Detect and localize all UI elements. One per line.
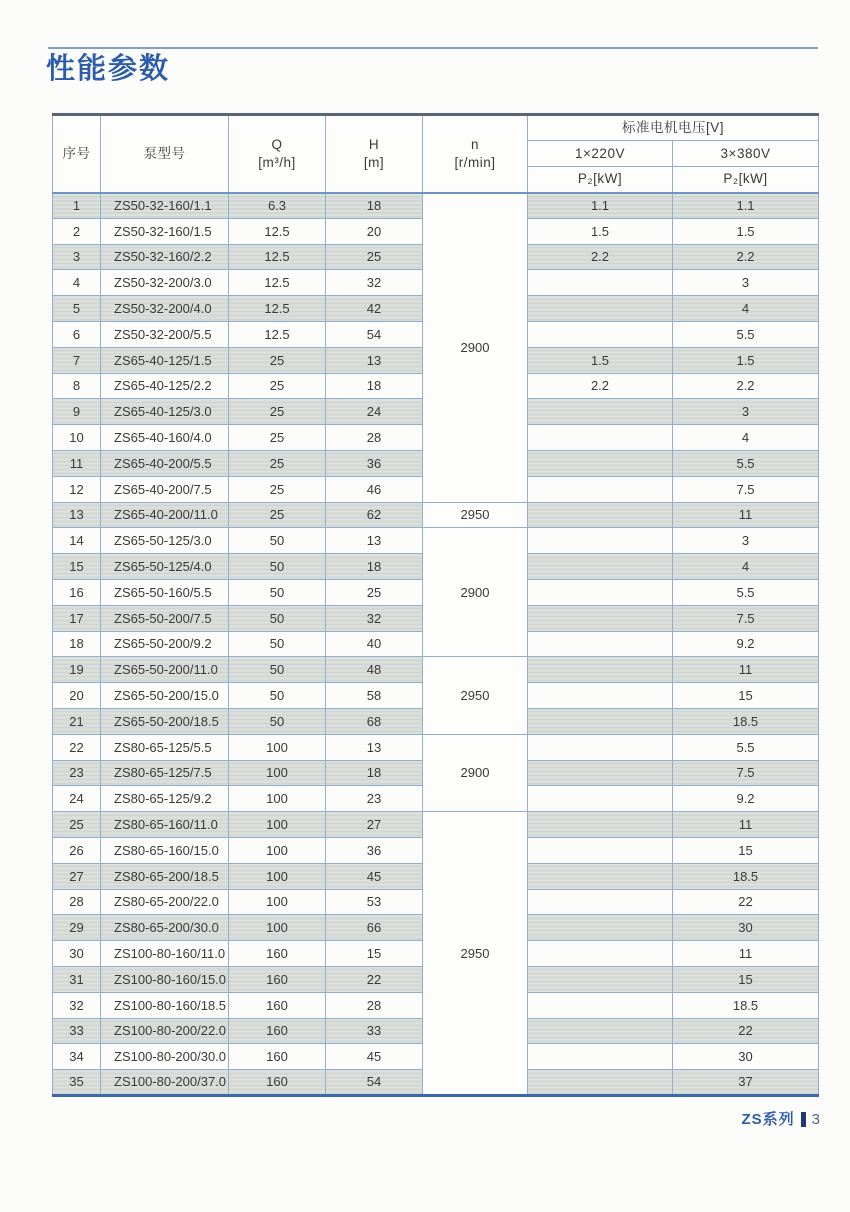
cell-power-220: 1.5 (528, 218, 673, 244)
cell-index: 8 (53, 373, 101, 399)
header-speed (423, 115, 528, 193)
cell-power-220: 2.2 (528, 373, 673, 399)
cell-index: 19 (53, 657, 101, 683)
cell-flow: 50 (229, 605, 326, 631)
cell-flow: 160 (229, 1018, 326, 1044)
cell-model: ZS100-80-200/22.0 (101, 1018, 229, 1044)
footer-divider-bar (801, 1112, 806, 1127)
cell-index: 9 (53, 399, 101, 425)
cell-power-380: 9.2 (673, 631, 819, 657)
cell-power-220 (528, 863, 673, 889)
cell-index: 33 (53, 1018, 101, 1044)
cell-model: ZS65-40-200/5.5 (101, 450, 229, 476)
cell-index: 29 (53, 915, 101, 941)
cell-head: 36 (326, 837, 423, 863)
cell-head: 13 (326, 734, 423, 760)
cell-power-380: 5.5 (673, 321, 819, 347)
cell-model: ZS65-50-125/3.0 (101, 528, 229, 554)
cell-head: 62 (326, 502, 423, 528)
cell-head: 58 (326, 683, 423, 709)
cell-flow: 160 (229, 1044, 326, 1070)
cell-head: 48 (326, 657, 423, 683)
cell-flow: 12.5 (229, 296, 326, 322)
cell-power-220: 1.1 (528, 193, 673, 219)
cell-head: 33 (326, 1018, 423, 1044)
cell-power-220 (528, 683, 673, 709)
cell-power-380: 4 (673, 296, 819, 322)
cell-model: ZS65-40-125/2.2 (101, 373, 229, 399)
cell-speed: 2950 (423, 657, 528, 734)
cell-power-380: 4 (673, 554, 819, 580)
cell-power-380: 3 (673, 528, 819, 554)
header-power-220: P₂[kW] (528, 167, 673, 193)
cell-flow: 12.5 (229, 270, 326, 296)
cell-index: 10 (53, 425, 101, 451)
cell-model: ZS65-50-200/18.5 (101, 708, 229, 734)
header-head-unit: [m] (363, 154, 385, 170)
cell-flow: 100 (229, 889, 326, 915)
cell-index: 20 (53, 683, 101, 709)
cell-flow: 100 (229, 812, 326, 838)
cell-flow: 160 (229, 1070, 326, 1096)
cell-model: ZS65-40-200/7.5 (101, 476, 229, 502)
cell-flow: 160 (229, 966, 326, 992)
cell-head: 25 (326, 244, 423, 270)
cell-flow: 12.5 (229, 321, 326, 347)
cell-head: 18 (326, 373, 423, 399)
header-row-1 (53, 115, 819, 141)
cell-power-380: 5.5 (673, 734, 819, 760)
cell-model: ZS50-32-160/1.1 (101, 193, 229, 219)
cell-power-220 (528, 992, 673, 1018)
cell-power-220 (528, 321, 673, 347)
performance-table (52, 113, 819, 1097)
header-voltage-220: 1×220V (528, 141, 673, 167)
header-head (326, 115, 423, 193)
footer-series-label: ZS系列 (741, 1111, 795, 1128)
cell-speed: 2900 (423, 734, 528, 811)
cell-flow: 6.3 (229, 193, 326, 219)
cell-speed: 2950 (423, 812, 528, 1096)
cell-flow: 50 (229, 528, 326, 554)
cell-power-220 (528, 915, 673, 941)
cell-model: ZS80-65-200/22.0 (101, 889, 229, 915)
cell-flow: 25 (229, 347, 326, 373)
cell-head: 68 (326, 708, 423, 734)
cell-head: 32 (326, 605, 423, 631)
cell-power-380: 1.5 (673, 218, 819, 244)
top-rule (48, 47, 818, 49)
cell-power-220 (528, 631, 673, 657)
cell-model: ZS80-65-125/9.2 (101, 786, 229, 812)
cell-flow: 100 (229, 915, 326, 941)
cell-power-380: 3 (673, 270, 819, 296)
cell-power-380: 11 (673, 941, 819, 967)
cell-head: 24 (326, 399, 423, 425)
cell-flow: 50 (229, 579, 326, 605)
cell-power-380: 4 (673, 425, 819, 451)
cell-power-220 (528, 966, 673, 992)
cell-model: ZS65-40-125/3.0 (101, 399, 229, 425)
header-flow-symbol: Q (271, 137, 283, 153)
cell-index: 2 (53, 218, 101, 244)
cell-flow: 100 (229, 837, 326, 863)
header-voltage-380: 3×380V (673, 141, 819, 167)
header-speed-symbol: n (470, 137, 479, 153)
cell-power-220 (528, 760, 673, 786)
cell-head: 18 (326, 760, 423, 786)
cell-flow: 50 (229, 683, 326, 709)
cell-index: 24 (53, 786, 101, 812)
cell-power-220 (528, 812, 673, 838)
cell-flow: 50 (229, 708, 326, 734)
cell-head: 27 (326, 812, 423, 838)
cell-flow: 25 (229, 502, 326, 528)
cell-power-220 (528, 657, 673, 683)
cell-power-380: 7.5 (673, 476, 819, 502)
cell-speed: 2900 (423, 528, 528, 657)
header-flow-unit: [m³/h] (258, 154, 296, 170)
cell-model: ZS65-50-200/15.0 (101, 683, 229, 709)
cell-power-380: 11 (673, 812, 819, 838)
cell-model: ZS100-80-160/11.0 (101, 941, 229, 967)
cell-power-380: 22 (673, 1018, 819, 1044)
cell-power-380: 30 (673, 1044, 819, 1070)
cell-index: 4 (53, 270, 101, 296)
cell-power-380: 22 (673, 889, 819, 915)
cell-model: ZS50-32-160/2.2 (101, 244, 229, 270)
table-header (53, 115, 819, 193)
cell-flow: 25 (229, 476, 326, 502)
cell-power-220 (528, 786, 673, 812)
cell-head: 18 (326, 193, 423, 219)
cell-model: ZS50-32-160/1.5 (101, 218, 229, 244)
cell-model: ZS100-80-200/30.0 (101, 1044, 229, 1070)
cell-flow: 100 (229, 786, 326, 812)
cell-flow: 12.5 (229, 244, 326, 270)
cell-flow: 50 (229, 554, 326, 580)
cell-head: 40 (326, 631, 423, 657)
cell-power-220 (528, 837, 673, 863)
page-title: 性能参数 (46, 53, 171, 85)
cell-flow: 25 (229, 425, 326, 451)
cell-head: 13 (326, 347, 423, 373)
cell-power-380: 2.2 (673, 244, 819, 270)
cell-head: 13 (326, 528, 423, 554)
cell-index: 12 (53, 476, 101, 502)
cell-model: ZS50-32-200/3.0 (101, 270, 229, 296)
cell-index: 35 (53, 1070, 101, 1096)
cell-head: 28 (326, 992, 423, 1018)
cell-model: ZS65-50-200/11.0 (101, 657, 229, 683)
cell-model: ZS50-32-200/4.0 (101, 296, 229, 322)
cell-index: 16 (53, 579, 101, 605)
cell-power-380: 15 (673, 966, 819, 992)
cell-flow: 25 (229, 450, 326, 476)
cell-index: 22 (53, 734, 101, 760)
cell-head: 42 (326, 296, 423, 322)
cell-power-380: 3 (673, 399, 819, 425)
cell-power-220 (528, 270, 673, 296)
cell-index: 18 (53, 631, 101, 657)
cell-power-220 (528, 296, 673, 322)
cell-flow: 50 (229, 657, 326, 683)
cell-power-220 (528, 1018, 673, 1044)
cell-power-220 (528, 554, 673, 580)
cell-head: 15 (326, 941, 423, 967)
cell-model: ZS65-50-200/9.2 (101, 631, 229, 657)
cell-power-380: 9.2 (673, 786, 819, 812)
cell-power-380: 18.5 (673, 992, 819, 1018)
cell-power-380: 5.5 (673, 450, 819, 476)
page-footer (741, 1112, 820, 1127)
cell-power-380: 1.1 (673, 193, 819, 219)
cell-head: 54 (326, 1070, 423, 1096)
cell-head: 22 (326, 966, 423, 992)
cell-head: 25 (326, 579, 423, 605)
cell-index: 11 (53, 450, 101, 476)
cell-power-220 (528, 734, 673, 760)
cell-power-220 (528, 528, 673, 554)
cell-power-380: 15 (673, 837, 819, 863)
cell-flow: 50 (229, 631, 326, 657)
table-row (53, 528, 819, 554)
cell-power-380: 37 (673, 1070, 819, 1096)
cell-head: 36 (326, 450, 423, 476)
cell-index: 23 (53, 760, 101, 786)
table-row (53, 502, 819, 528)
cell-index: 7 (53, 347, 101, 373)
header-index: 序号 (53, 115, 101, 193)
cell-flow: 100 (229, 760, 326, 786)
table-row (53, 657, 819, 683)
cell-power-380: 7.5 (673, 605, 819, 631)
cell-power-220: 2.2 (528, 244, 673, 270)
cell-model: ZS65-50-125/4.0 (101, 554, 229, 580)
cell-index: 6 (53, 321, 101, 347)
cell-index: 30 (53, 941, 101, 967)
cell-power-380: 5.5 (673, 579, 819, 605)
cell-head: 45 (326, 1044, 423, 1070)
cell-power-220 (528, 450, 673, 476)
cell-index: 26 (53, 837, 101, 863)
header-voltage-group: 标准电机电压[V] (528, 115, 819, 141)
cell-head: 46 (326, 476, 423, 502)
cell-model: ZS100-80-160/15.0 (101, 966, 229, 992)
cell-power-380: 15 (673, 683, 819, 709)
cell-model: ZS65-40-200/11.0 (101, 502, 229, 528)
cell-power-220 (528, 502, 673, 528)
cell-index: 1 (53, 193, 101, 219)
cell-head: 32 (326, 270, 423, 296)
cell-index: 25 (53, 812, 101, 838)
cell-head: 54 (326, 321, 423, 347)
cell-power-220 (528, 605, 673, 631)
header-power-380: P₂[kW] (673, 167, 819, 193)
cell-model: ZS80-65-200/30.0 (101, 915, 229, 941)
table-body (53, 193, 819, 1096)
cell-index: 28 (53, 889, 101, 915)
cell-model: ZS100-80-160/18.5 (101, 992, 229, 1018)
cell-flow: 25 (229, 373, 326, 399)
cell-model: ZS65-40-125/1.5 (101, 347, 229, 373)
cell-index: 3 (53, 244, 101, 270)
header-speed-unit: [r/min] (454, 154, 496, 170)
cell-power-220 (528, 425, 673, 451)
cell-power-220 (528, 708, 673, 734)
cell-head: 53 (326, 889, 423, 915)
cell-model: ZS80-65-200/18.5 (101, 863, 229, 889)
footer-page-number: 3 (811, 1111, 820, 1128)
cell-power-380: 1.5 (673, 347, 819, 373)
header-flow (229, 115, 326, 193)
cell-flow: 25 (229, 399, 326, 425)
cell-flow: 100 (229, 734, 326, 760)
cell-model: ZS80-65-160/15.0 (101, 837, 229, 863)
cell-flow: 160 (229, 941, 326, 967)
cell-model: ZS65-50-200/7.5 (101, 605, 229, 631)
cell-power-220 (528, 476, 673, 502)
cell-index: 15 (53, 554, 101, 580)
cell-power-220 (528, 399, 673, 425)
cell-index: 27 (53, 863, 101, 889)
cell-speed: 2900 (423, 193, 528, 503)
cell-power-380: 30 (673, 915, 819, 941)
cell-model: ZS65-40-160/4.0 (101, 425, 229, 451)
header-model: 泵型号 (101, 115, 229, 193)
cell-model: ZS100-80-200/37.0 (101, 1070, 229, 1096)
cell-flow: 100 (229, 863, 326, 889)
cell-head: 20 (326, 218, 423, 244)
cell-head: 45 (326, 863, 423, 889)
cell-flow: 160 (229, 992, 326, 1018)
cell-index: 5 (53, 296, 101, 322)
cell-power-220 (528, 1070, 673, 1096)
cell-power-380: 11 (673, 657, 819, 683)
cell-model: ZS80-65-125/5.5 (101, 734, 229, 760)
cell-power-380: 18.5 (673, 708, 819, 734)
cell-power-380: 18.5 (673, 863, 819, 889)
table-row (53, 193, 819, 219)
cell-speed: 2950 (423, 502, 528, 528)
cell-index: 13 (53, 502, 101, 528)
cell-index: 31 (53, 966, 101, 992)
cell-model: ZS50-32-200/5.5 (101, 321, 229, 347)
cell-power-220 (528, 941, 673, 967)
cell-index: 32 (53, 992, 101, 1018)
table-row (53, 734, 819, 760)
cell-head: 18 (326, 554, 423, 580)
cell-index: 34 (53, 1044, 101, 1070)
table-row (53, 812, 819, 838)
header-head-symbol: H (368, 137, 380, 153)
cell-power-220: 1.5 (528, 347, 673, 373)
cell-power-380: 11 (673, 502, 819, 528)
cell-index: 14 (53, 528, 101, 554)
cell-head: 23 (326, 786, 423, 812)
cell-model: ZS65-50-160/5.5 (101, 579, 229, 605)
cell-index: 21 (53, 708, 101, 734)
cell-power-220 (528, 579, 673, 605)
cell-index: 17 (53, 605, 101, 631)
cell-power-380: 2.2 (673, 373, 819, 399)
cell-head: 28 (326, 425, 423, 451)
cell-flow: 12.5 (229, 218, 326, 244)
cell-power-380: 7.5 (673, 760, 819, 786)
cell-head: 66 (326, 915, 423, 941)
cell-model: ZS80-65-160/11.0 (101, 812, 229, 838)
cell-power-220 (528, 1044, 673, 1070)
cell-power-220 (528, 889, 673, 915)
cell-model: ZS80-65-125/7.5 (101, 760, 229, 786)
